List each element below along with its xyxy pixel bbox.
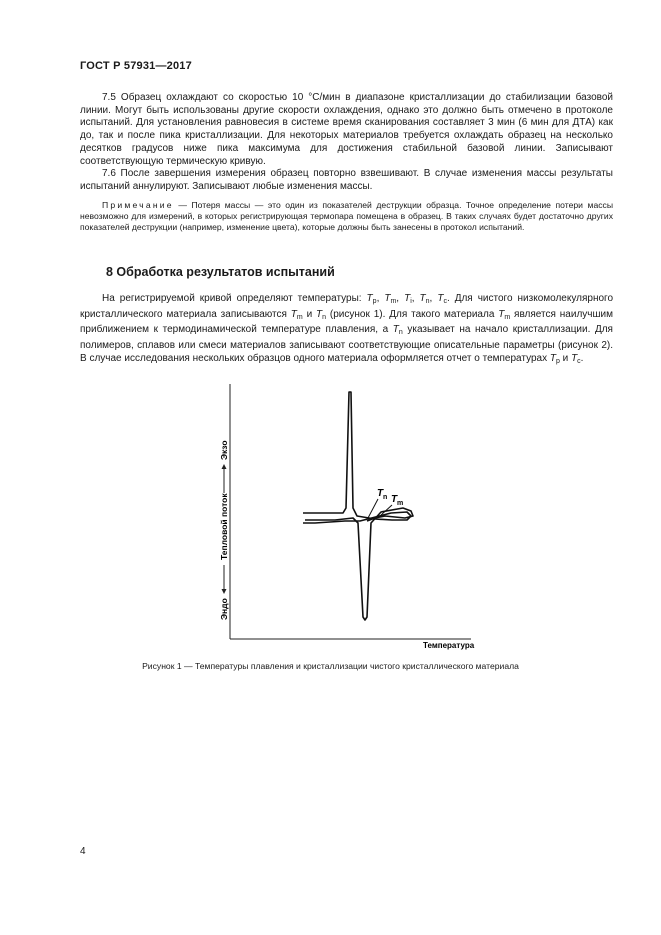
text-run: (рисунок 1). Для такого материала: [326, 308, 499, 320]
text-run: является наилучшим приближением к термодинамической температуре плавления, а: [80, 308, 613, 336]
sub-m: m: [296, 313, 303, 321]
symbol-t: T: [571, 352, 578, 364]
symbol-t: T: [290, 308, 297, 320]
text-run: .: [580, 352, 584, 364]
symbol-t: T: [404, 293, 411, 304]
section8-text: [80, 293, 613, 369]
symbol-t: T: [437, 293, 444, 304]
symbol-t: T: [392, 324, 399, 336]
paragraph-8-1: На регистрируемой кривой определяют температуры: $T_p$, $T_m$, $T_i$, $T_n$, $T_c$. Для чистого низкомолекулярного кристаллического материала записываются $T_m$ и $T_n$ (рисунок 1). Для такого материала $T_m$ является наилучшим приближением к термодинамической температуре плавления, а $T_n$ указывает на начало кристаллизации. Для полимеров, сплавов или смеси материалов записывают соответствующие описательные параметры (рисунок 2). В случае исследования нескольких образцов одного материала оформляется отчет о температурах $T_p$ и $T_c$.: [80, 293, 614, 365]
sub-c: c: [577, 357, 581, 365]
section7-text: [80, 92, 613, 233]
text-run: и: [302, 308, 317, 320]
y-label-exo: Экзо: [219, 440, 229, 460]
sub-m: m: [390, 298, 397, 305]
mark-tn-sub: n: [383, 494, 388, 501]
mark-tm-sub: m: [397, 500, 404, 507]
paragraph-7-6: 7.6 После завершения измерения образец повторно взвешивают. В случае изменения массы результаты испытаний аннулируют. Записывают любые изменения массы.: [80, 168, 613, 192]
symbol-t: T: [498, 308, 505, 320]
section-8-title: 8 Обработка результатов испытаний: [106, 265, 335, 279]
figure-1-thermal-curve: [215, 380, 475, 650]
symbol-t: T: [316, 308, 323, 320]
symbol-t: T: [366, 293, 373, 304]
text-run: и: [559, 352, 572, 364]
note-label: Примечание: [102, 199, 174, 210]
symbol-t: T: [549, 352, 556, 364]
sub-m: m: [504, 313, 511, 321]
sub-i: i: [410, 298, 412, 305]
paragraph-7-5: 7.5 Образец охлаждают со скоростью 10 °С/мин в диапазоне кристаллизации до стабилизации базовой линии. Могут быть использованы другие скорости охлаждения, однако это должно быть отмечено в протоколе испытаний. Для установления равновесия в системе время сканирования составляет 3 мин (6 мин для ДТА) как до, так и после пика кристаллизации. Для некоторых материалов требуется охлаждать образец на несколько десятков градусов ниже пика максимума для достижения стабильной базовой линии. Записывают соответствующую термическую кривую.: [80, 92, 613, 167]
sub-n: n: [398, 329, 403, 337]
sub-n: n: [425, 298, 430, 305]
document-header: ГОСТ Р 57931—2017: [80, 60, 192, 72]
y-label-endo: Эндо: [219, 598, 229, 620]
sub-n: n: [322, 313, 327, 321]
endo-peak-curve: [305, 508, 413, 620]
x-axis-label: Температура: [423, 641, 475, 650]
mark-tn-letter: T: [377, 488, 384, 499]
note-text: — Потеря массы — это один из показателей деструкции образца. Точное определение потери массы невозможно для измерений, в которых регистрирующая термопара помещена в образец. В таких случаях будет достаточно других показателей деструкции (например, изменение цвета), которые должны быть занесены в протокол испытаний.: [80, 199, 613, 232]
text-run: указывает на начало кристаллизации. Для полимеров, сплавов или смеси материалов записывают соответствующие описательные параметры (рисунок 2). В случае исследования нескольких образцов одного материала оформляется отчет о температурах: [80, 324, 613, 364]
leader-tn: [368, 499, 378, 518]
symbol-t: T: [419, 293, 426, 304]
arrow-head-endo-icon: [222, 589, 227, 594]
y-label-flow: Тепловой поток: [219, 493, 229, 560]
y-axis-label-group: [219, 440, 229, 620]
symbol-t: T: [384, 293, 391, 304]
figure-caption: Рисунок 1 — Температуры плавления и кристаллизации чистого кристаллического материала: [142, 661, 519, 671]
page-number: 4: [80, 846, 86, 857]
mark-tm-letter: T: [391, 494, 398, 505]
text-run: На регистрируемой кривой определяют температуры:: [102, 293, 367, 304]
sub-c: c: [443, 298, 447, 305]
text-run: . Для чистого низкомолекулярного кристаллического материала записываются: [80, 293, 614, 320]
sub-p: p: [372, 298, 377, 305]
sub-p: p: [556, 357, 560, 365]
arrow-head-exo-icon: [222, 464, 227, 469]
note-paragraph: [80, 200, 613, 233]
